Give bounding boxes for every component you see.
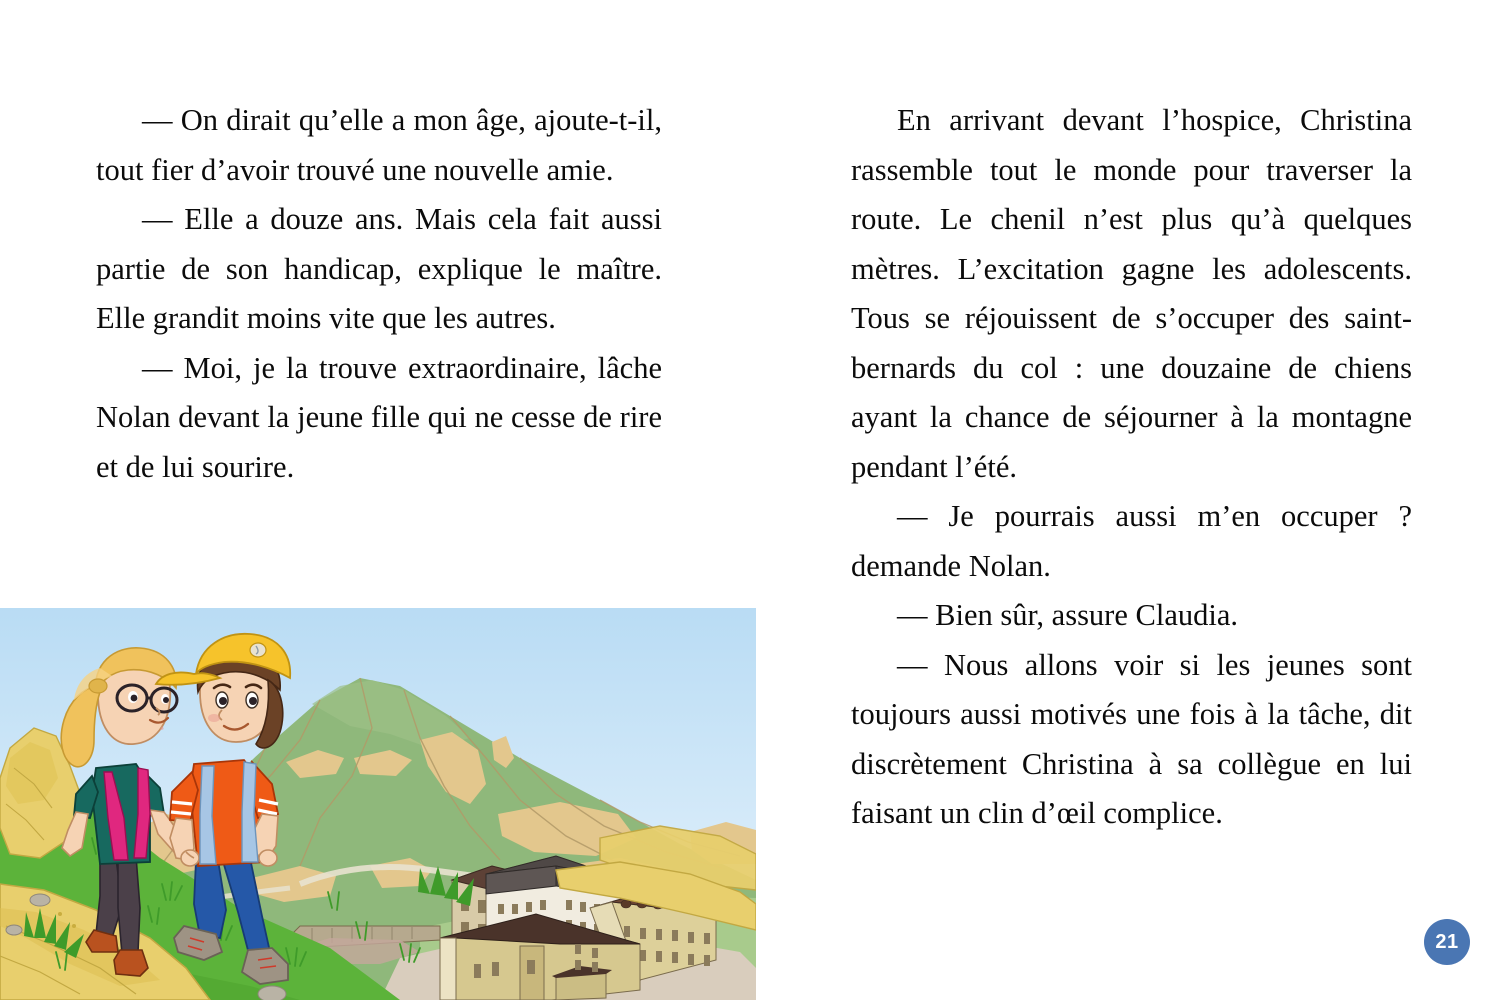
page-number-badge: 21 [1424,919,1470,965]
left-text-column [96,96,662,492]
right-text-column [851,96,1412,839]
illustration-canvas [0,608,756,1000]
stone [30,894,50,906]
paragraph: — Moi, je la trouve extraordinaire, lâche Nolan devant la jeune fille qui ne cesse de rire et de lui sourire. [96,350,662,484]
paragraph: — Elle a douze ans. Mais cela fait aussi partie de son handicap, explique le maître. Elle grandit moins vite que les autres. [96,202,662,335]
paragraph: — Nous allons voir si les jeunes sont toujours aussi motivés une fois à la tâche, dit discrètement Christina à sa collègue en lui faisant un clin d’œil complice. [851,647,1412,830]
paragraph: — Bien sûr, assure Claudia. [897,598,1238,632]
illustration-two-hikers-above-hospice [0,608,756,1000]
paragraph: — Je pourrais aussi m’en occuper ? demande Nolan. [851,499,1412,583]
paragraph: — On dirait qu’elle a mon âge, ajoute-t-il, tout fier d’avoir trouvé une nouvelle amie. [96,103,662,187]
stone [258,986,286,1000]
paragraph: En arrivant devant l’hospice, Christina rassemble tout le monde pour traverser la route. Le chenil n’est plus qu’à quelques mètres. L’excitation gagne les adolescents. Tous se réjouissent de s’occuper des saint-bernards du col : une douzaine de chiens ayant la chance de séjourner à la montagne pendant l’été. [851,103,1412,484]
stone [6,925,22,935]
